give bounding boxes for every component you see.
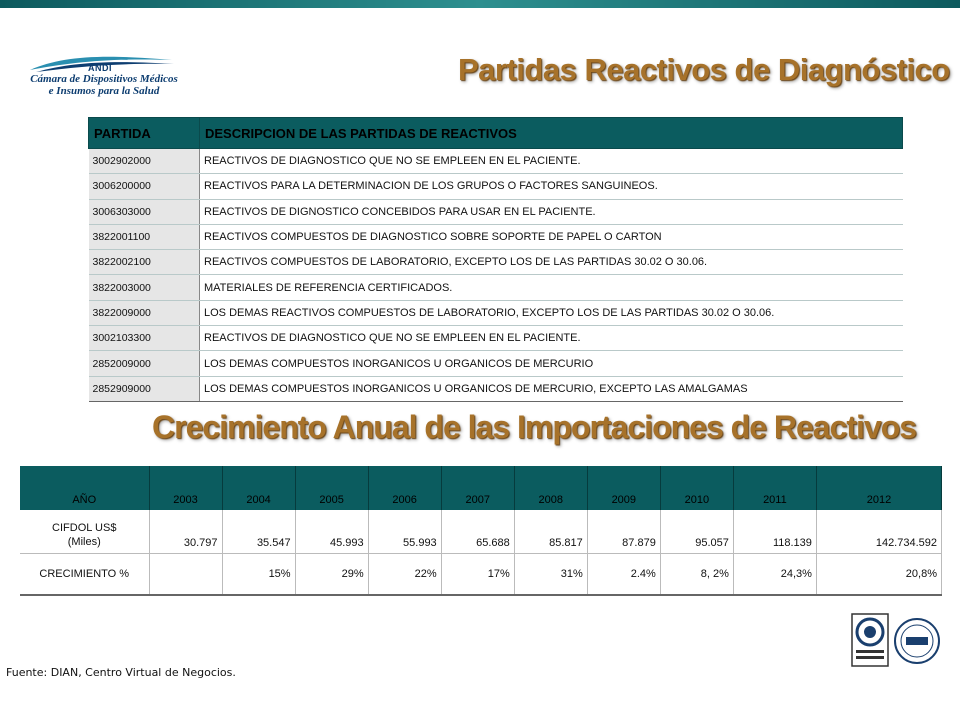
growth-value: 20,8% bbox=[816, 553, 941, 595]
cif-label-line-1: CIFDOL US$ bbox=[52, 521, 117, 534]
growth-value: 22% bbox=[368, 553, 441, 595]
logo-line-1: Cámara de Dispositivos Médicos bbox=[30, 73, 178, 85]
partida-row bbox=[89, 224, 903, 249]
cif-row-label bbox=[20, 510, 149, 553]
cif-value: 95.057 bbox=[660, 510, 733, 553]
year-2010: 2010 bbox=[660, 466, 733, 510]
description-header: DESCRIPCION DE LAS PARTIDAS DE REACTIVOS bbox=[200, 118, 903, 149]
source-note: Fuente: DIAN, Centro Virtual de Negocios. bbox=[6, 666, 236, 679]
year-2008: 2008 bbox=[514, 466, 587, 510]
year-2003: 2003 bbox=[149, 466, 222, 510]
cif-value: 118.139 bbox=[733, 510, 816, 553]
partida-row bbox=[89, 174, 903, 199]
partida-description: LOS DEMAS COMPUESTOS INORGANICOS U ORGANICOS DE MERCURIO bbox=[200, 351, 903, 376]
year-2006: 2006 bbox=[368, 466, 441, 510]
partida-row bbox=[89, 351, 903, 376]
partida-code: 3006303000 bbox=[89, 199, 200, 224]
partida-code: 2852909000 bbox=[89, 376, 200, 401]
growth-value: 24,3% bbox=[733, 553, 816, 595]
partida-row bbox=[89, 376, 903, 401]
partida-code: 3822001100 bbox=[89, 224, 200, 249]
partida-description: REACTIVOS DE DIAGNOSTICO QUE NO SE EMPLEEN EN EL PACIENTE. bbox=[200, 149, 903, 174]
cif-value: 55.993 bbox=[368, 510, 441, 553]
partida-description: REACTIVOS DE DIAGNOSTICO QUE NO SE EMPLEEN EN EL PACIENTE. bbox=[200, 326, 903, 351]
growth-header-row bbox=[20, 466, 942, 510]
year-2009: 2009 bbox=[587, 466, 660, 510]
partida-description: REACTIVOS DE DIGNOSTICO CONCEBIDOS PARA USAR EN EL PACIENTE. bbox=[200, 199, 903, 224]
partida-description: LOS DEMAS REACTIVOS COMPUESTOS DE LABORATORIO, EXCEPTO LOS DE LAS PARTIDAS 30.02 O 30.06. bbox=[200, 300, 903, 325]
partida-row bbox=[89, 326, 903, 351]
year-2012: 2012 bbox=[816, 466, 941, 510]
cif-value: 45.993 bbox=[295, 510, 368, 553]
partidas-table bbox=[88, 117, 903, 402]
cif-label-line-2: (Miles) bbox=[67, 535, 101, 548]
logo-line-2: e Insumos para la Salud bbox=[48, 85, 160, 97]
growth-value: 31% bbox=[514, 553, 587, 595]
growth-value: 15% bbox=[222, 553, 295, 595]
growth-value: 2.4% bbox=[587, 553, 660, 595]
iqnet-seal-icon bbox=[895, 619, 939, 663]
cif-value: 30.797 bbox=[149, 510, 222, 553]
growth-value: 8, 2% bbox=[660, 553, 733, 595]
year-2007: 2007 bbox=[441, 466, 514, 510]
cif-row bbox=[20, 510, 942, 553]
partida-row bbox=[89, 199, 903, 224]
year-2011: 2011 bbox=[733, 466, 816, 510]
certification-seals bbox=[850, 612, 942, 668]
partida-code: 3822009000 bbox=[89, 300, 200, 325]
andi-logo bbox=[22, 52, 182, 104]
growth-row bbox=[20, 553, 942, 595]
partida-code: 3002902000 bbox=[89, 149, 200, 174]
partida-code: 2852009000 bbox=[89, 351, 200, 376]
partida-description: LOS DEMAS COMPUESTOS INORGANICOS U ORGANICOS DE MERCURIO, EXCEPTO LAS AMALGAMAS bbox=[200, 376, 903, 401]
partida-row bbox=[89, 275, 903, 300]
cif-value: 35.547 bbox=[222, 510, 295, 553]
partida-code: 3002103300 bbox=[89, 326, 200, 351]
partida-description: MATERIALES DE REFERENCIA CERTIFICADOS. bbox=[200, 275, 903, 300]
partida-description: REACTIVOS COMPUESTOS DE DIAGNOSTICO SOBRE SOPORTE DE PAPEL O CARTON bbox=[200, 224, 903, 249]
partida-row bbox=[89, 149, 903, 174]
partida-code: 3822002100 bbox=[89, 250, 200, 275]
growth-row-label: CRECIMIENTO % bbox=[20, 553, 149, 595]
growth-value bbox=[149, 553, 222, 595]
growth-title: Crecimiento Anual de las Importaciones de Reactivos bbox=[152, 409, 917, 445]
top-band bbox=[0, 0, 960, 8]
partida-row bbox=[89, 300, 903, 325]
partida-row bbox=[89, 250, 903, 275]
growth-value: 29% bbox=[295, 553, 368, 595]
cif-value: 85.817 bbox=[514, 510, 587, 553]
logo-acronym: ANDI bbox=[88, 63, 112, 73]
growth-table bbox=[20, 466, 942, 596]
growth-value: 17% bbox=[441, 553, 514, 595]
cif-value: 142.734.592 bbox=[816, 510, 941, 553]
year-2005: 2005 bbox=[295, 466, 368, 510]
year-header: AÑO bbox=[20, 466, 149, 510]
partida-code: 3006200000 bbox=[89, 174, 200, 199]
icontec-seal-icon bbox=[852, 614, 888, 666]
partida-code: 3822003000 bbox=[89, 275, 200, 300]
partida-header: PARTIDA bbox=[89, 118, 200, 149]
year-2004: 2004 bbox=[222, 466, 295, 510]
partidas-header-row bbox=[89, 118, 903, 149]
page-title: Partidas Reactivos de Diagnóstico bbox=[458, 52, 950, 87]
partida-description: REACTIVOS COMPUESTOS DE LABORATORIO, EXCEPTO LOS DE LAS PARTIDAS 30.02 O 30.06. bbox=[200, 250, 903, 275]
cif-value: 87.879 bbox=[587, 510, 660, 553]
partida-description: REACTIVOS PARA LA DETERMINACION DE LOS GRUPOS O FACTORES SANGUINEOS. bbox=[200, 174, 903, 199]
cif-value: 65.688 bbox=[441, 510, 514, 553]
